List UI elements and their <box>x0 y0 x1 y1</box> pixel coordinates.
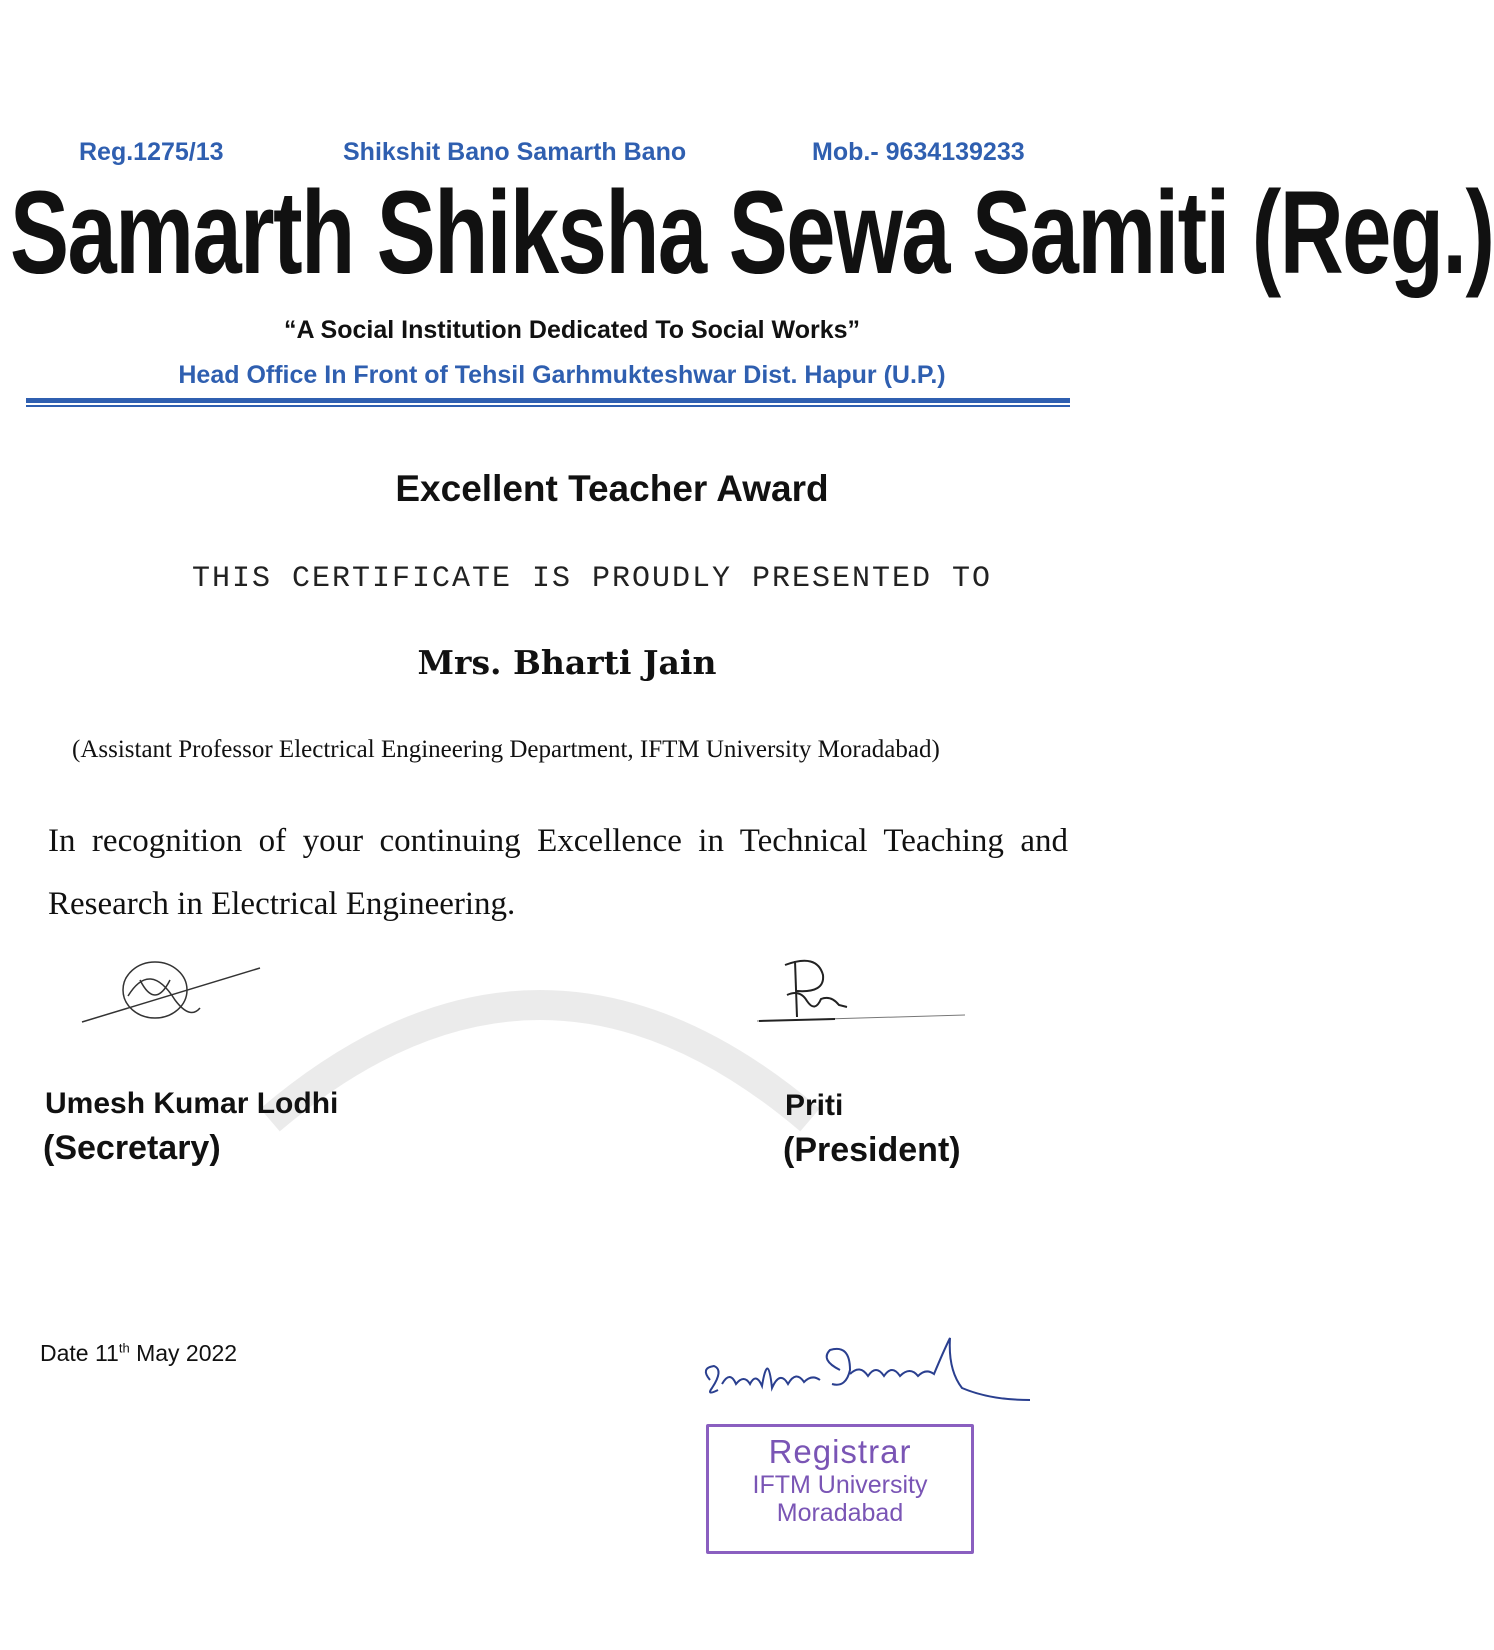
stamp-city: Moradabad <box>776 1499 904 1527</box>
stamp-university: IFTM University <box>752 1471 928 1499</box>
registrar-signature <box>700 1330 1030 1420</box>
secretary-signature <box>80 950 280 1030</box>
presented-line: THIS CERTIFICATE IS PROUDLY PRESENTED TO <box>191 562 993 596</box>
watermark-seal <box>260 930 820 1130</box>
registration-number: Reg.1275/13 <box>79 138 224 166</box>
recipient-designation: (Assistant Professor Electrical Engineering Department, IFTM University Moradabad) <box>72 736 940 763</box>
president-title: (President) <box>783 1131 961 1169</box>
mobile-number: Mob.- 9634139233 <box>812 138 1025 166</box>
president-name: Priti <box>785 1089 844 1122</box>
motto: Shikshit Bano Samarth Bano <box>343 138 687 166</box>
president-signature <box>755 955 965 1035</box>
citation-text: In recognition of your continuing Excellence in Technical Teaching and Research in Electrical Engineering. <box>48 823 1068 922</box>
stamp-title: Registrar <box>768 1433 912 1470</box>
organization-address: Head Office In Front of Tehsil Garhmukteshwar Dist. Hapur (U.P.) <box>178 361 946 389</box>
registrar-stamp <box>706 1424 974 1554</box>
header-divider <box>26 398 1070 403</box>
organization-name: Samarth Shiksha Sewa Samiti (Reg.) <box>10 167 1494 299</box>
award-title: Excellent Teacher Award <box>395 468 829 509</box>
recipient-name: Mrs. Bharti Jain <box>417 643 717 682</box>
issue-date: Date 11th May 2022 <box>40 1340 238 1366</box>
secretary-name: Umesh Kumar Lodhi <box>45 1087 339 1120</box>
header-divider-thin <box>26 405 1070 407</box>
secretary-title: (Secretary) <box>43 1129 221 1167</box>
organization-tagline: “A Social Institution Dedicated To Social Works” <box>283 316 860 344</box>
